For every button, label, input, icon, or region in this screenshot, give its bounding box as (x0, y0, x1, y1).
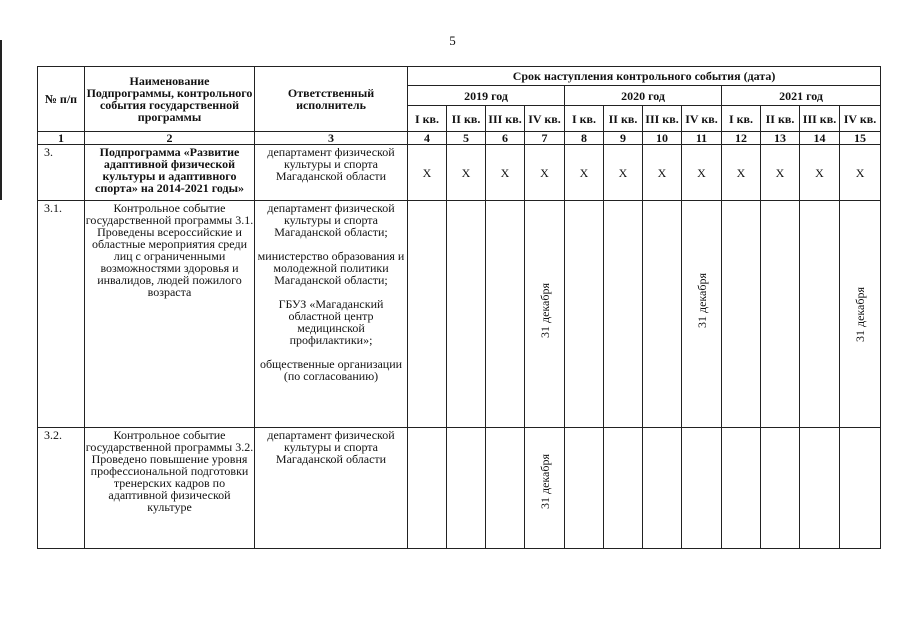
row-name: Контрольное событие государственной программы 3.2. Проведено повышение уровня профессиональной подготовки тренерских кадров по адаптивной физической культуре (85, 428, 255, 549)
quarter-cell (722, 428, 761, 549)
column-number: 11 (682, 132, 722, 145)
column-number: 1 (38, 132, 85, 145)
column-number: 6 (486, 132, 525, 145)
header-quarter: IV кв. (525, 106, 565, 132)
quarter-cell (486, 428, 525, 549)
quarter-cell (800, 201, 840, 428)
column-number: 10 (643, 132, 682, 145)
deadline-date: 31 декабря (537, 283, 552, 339)
quarter-cell (408, 201, 447, 428)
column-number: 14 (800, 132, 840, 145)
quarter-cell (565, 428, 604, 549)
header-quarter: IV кв. (840, 106, 881, 132)
quarter-cell (722, 201, 761, 428)
x-mark: X (643, 145, 682, 201)
column-number: 5 (447, 132, 486, 145)
x-mark: X (447, 145, 486, 201)
quarter-cell (840, 201, 881, 428)
row-responsible-list (255, 201, 408, 428)
column-number: 7 (525, 132, 565, 145)
page-edge-line (0, 40, 2, 200)
column-number: 15 (840, 132, 881, 145)
deadline-date: 31 декабря (537, 454, 552, 510)
header-term: Срок наступления контрольного события (дата) (408, 67, 881, 86)
x-mark: X (800, 145, 840, 201)
row-number: 3.1. (38, 201, 85, 428)
x-mark: X (408, 145, 447, 201)
x-mark: X (722, 145, 761, 201)
header-quarter: II кв. (761, 106, 800, 132)
responsible-item: общественные организации (по согласованию) (259, 357, 403, 383)
header-quarter: III кв. (643, 106, 682, 132)
quarter-cell (682, 201, 722, 428)
header-number: № п/п (38, 67, 85, 132)
column-number: 8 (565, 132, 604, 145)
quarter-cell (761, 428, 800, 549)
header-year-2020: 2020 год (565, 86, 722, 106)
header-quarter: III кв. (486, 106, 525, 132)
header-responsible: Ответственный исполнитель (255, 67, 408, 132)
column-number: 2 (85, 132, 255, 145)
table-row (38, 145, 881, 201)
x-mark: X (682, 145, 722, 201)
quarter-cell (447, 428, 486, 549)
x-mark: X (565, 145, 604, 201)
header-name: Наименование Подпрограммы, контрольного события государственной программы (85, 67, 255, 132)
quarter-cell (643, 201, 682, 428)
column-number: 12 (722, 132, 761, 145)
x-mark: X (525, 145, 565, 201)
column-number: 4 (408, 132, 447, 145)
quarter-cell (525, 428, 565, 549)
quarter-cell (682, 428, 722, 549)
responsible-item: ГБУЗ «Магаданский областной центр медицинской профилактики»; (278, 297, 384, 347)
header-year-2021: 2021 год (722, 86, 881, 106)
header-quarter: II кв. (447, 106, 486, 132)
row-number: 3.2. (38, 428, 85, 549)
header-quarter: I кв. (565, 106, 604, 132)
header-quarter: II кв. (604, 106, 643, 132)
row-number: 3. (38, 145, 85, 201)
header-year-2019: 2019 год (408, 86, 565, 106)
quarter-cell (643, 428, 682, 549)
quarter-cell (447, 201, 486, 428)
table-row (38, 428, 881, 549)
x-mark: X (486, 145, 525, 201)
header-quarter: III кв. (800, 106, 840, 132)
quarter-cell (761, 201, 800, 428)
header-quarter: I кв. (408, 106, 447, 132)
x-mark: X (761, 145, 800, 201)
header-quarter: IV кв. (682, 106, 722, 132)
quarter-cell (604, 428, 643, 549)
row-name: Подпрограмма «Развитие адаптивной физической культуры и адаптивного спорта» на 2014-2021 годы» (85, 145, 255, 201)
column-number: 9 (604, 132, 643, 145)
x-mark: X (840, 145, 881, 201)
row-responsible: департамент физической культуры и спорта Магаданской области (255, 145, 408, 201)
x-mark: X (604, 145, 643, 201)
responsible-item: министерство образования и молодежной политики Магаданской области; (257, 249, 405, 287)
responsible-item: департамент физической культуры и спорта Магаданской области; (267, 201, 395, 239)
quarter-cell (525, 201, 565, 428)
quarter-cell (565, 201, 604, 428)
header-quarter: I кв. (722, 106, 761, 132)
deadline-date: 31 декабря (853, 287, 868, 343)
quarter-cell (486, 201, 525, 428)
control-events-table (37, 66, 881, 549)
page-number: 5 (449, 33, 456, 48)
quarter-cell (408, 428, 447, 549)
column-number: 13 (761, 132, 800, 145)
table-row (38, 201, 881, 428)
deadline-date: 31 декабря (694, 273, 709, 329)
quarter-cell (604, 201, 643, 428)
quarter-cell (800, 428, 840, 549)
column-number: 3 (255, 132, 408, 145)
row-name: Контрольное событие государственной программы 3.1. Проведены всероссийские и областные мероприятия среди лиц с ограниченными возможностями здоровья и инвалидов, людей пожилого возраста (85, 201, 255, 428)
quarter-cell (840, 428, 881, 549)
row-responsible: департамент физической культуры и спорта Магаданской области (255, 428, 408, 549)
